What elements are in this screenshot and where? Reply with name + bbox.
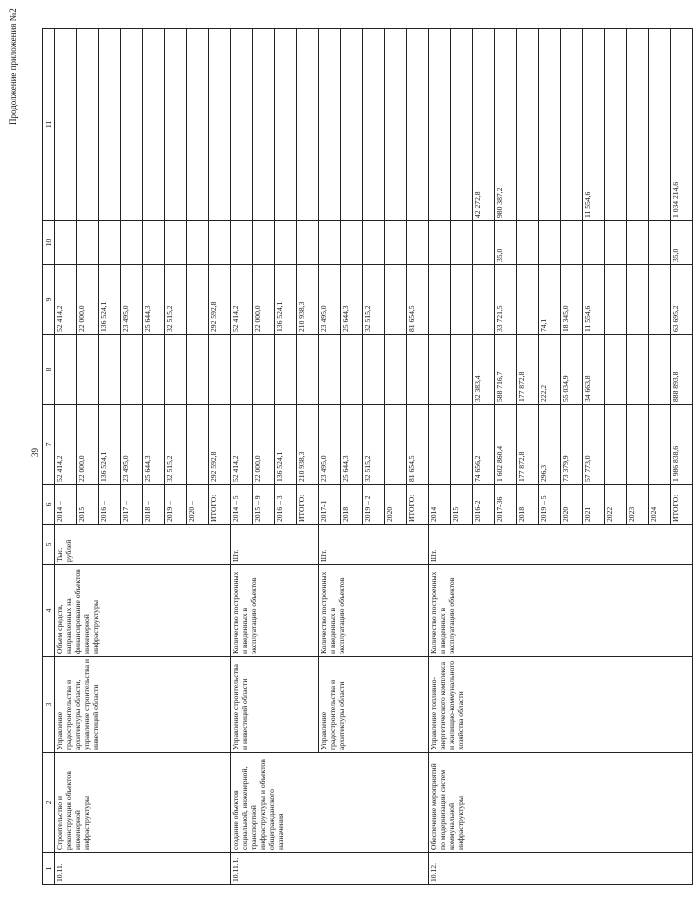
regional-budget-cell: 52 414,2: [55, 265, 77, 335]
other-sources-cell: [451, 29, 473, 221]
other-sources-cell: [539, 29, 561, 221]
federal-budget-cell: [605, 335, 627, 405]
regional-budget-cell: [187, 265, 209, 335]
total-amount-cell: 32 515,2: [363, 405, 385, 485]
federal-budget-cell: [429, 335, 451, 405]
year-cell: 2018: [517, 485, 539, 525]
total-amount-cell: 22 000,0: [253, 405, 275, 485]
federal-budget-cell: 177 872,8: [517, 335, 539, 405]
year-cell: 2020: [561, 485, 583, 525]
other-sources-cell: [55, 29, 77, 221]
year-cell: 2018: [341, 485, 363, 525]
regional-budget-cell: 25 644,3: [341, 265, 363, 335]
regional-budget-cell: 52 414,2: [231, 265, 253, 335]
program-measures-table: [42, 28, 693, 885]
federal-budget-cell: [297, 335, 319, 405]
total-amount-cell: [429, 405, 451, 485]
local-budget-cell: [385, 221, 407, 265]
measure-code-cell: 10.11.: [55, 853, 231, 885]
regional-budget-cell: 25 644,3: [143, 265, 165, 335]
indicator-cell: Объем средств, направленных на финансирование объектов инженерной инфраструктуры: [55, 565, 231, 657]
federal-budget-cell: [407, 335, 429, 405]
regional-budget-cell: 11 554,6: [583, 265, 605, 335]
measure-code-cell: 10.12.: [429, 853, 693, 885]
total-amount-cell: 210 938,3: [297, 405, 319, 485]
column-number: 1: [43, 853, 55, 885]
other-sources-cell: [319, 29, 341, 221]
federal-budget-cell: 34 663,8: [583, 335, 605, 405]
year-cell: 2014: [429, 485, 451, 525]
column-number: 7: [43, 405, 55, 485]
other-sources-cell: [385, 29, 407, 221]
total-amount-cell: [451, 405, 473, 485]
total-amount-cell: [187, 405, 209, 485]
regional-budget-cell: [385, 265, 407, 335]
other-sources-cell: [143, 29, 165, 221]
total-amount-cell: 74 656,2: [473, 405, 495, 485]
executor-cell: Управление градостроительства и архитектуры области, управление строительства и инвестиций области: [55, 657, 231, 753]
local-budget-cell: [429, 221, 451, 265]
other-sources-cell: [121, 29, 143, 221]
other-sources-cell: [407, 29, 429, 221]
regional-budget-cell: [451, 265, 473, 335]
regional-budget-cell: 32 515,2: [165, 265, 187, 335]
federal-budget-cell: [385, 335, 407, 405]
local-budget-cell: [121, 221, 143, 265]
federal-budget-cell: [165, 335, 187, 405]
other-sources-cell: 980 387,2: [495, 29, 517, 221]
federal-budget-cell: [187, 335, 209, 405]
year-cell: 2018 –: [143, 485, 165, 525]
other-sources-cell: [363, 29, 385, 221]
local-budget-cell: [143, 221, 165, 265]
federal-budget-cell: [319, 335, 341, 405]
local-budget-cell: [187, 221, 209, 265]
federal-budget-cell: [77, 335, 99, 405]
local-budget-cell: [627, 221, 649, 265]
local-budget-cell: [275, 221, 297, 265]
column-number: 9: [43, 265, 55, 335]
other-sources-cell: [209, 29, 231, 221]
federal-budget-cell: [341, 335, 363, 405]
federal-budget-cell: [209, 335, 231, 405]
local-budget-cell: 35,0: [495, 221, 517, 265]
regional-budget-cell: 33 721,5: [495, 265, 517, 335]
executor-cell: Управление топливно-энергетического комплекса и жилищно-коммунального хозяйства области: [429, 657, 693, 753]
total-amount-cell: [385, 405, 407, 485]
year-cell: 2019 – 2: [363, 485, 385, 525]
other-sources-cell: [561, 29, 583, 221]
local-budget-cell: [99, 221, 121, 265]
year-cell: 2022: [605, 485, 627, 525]
federal-budget-cell: 55 034,9: [561, 335, 583, 405]
other-sources-cell: [165, 29, 187, 221]
other-sources-cell: [231, 29, 253, 221]
local-budget-cell: [165, 221, 187, 265]
year-cell: 2024: [649, 485, 671, 525]
year-cell: 2014 –: [55, 485, 77, 525]
federal-budget-cell: [231, 335, 253, 405]
unit-cell: Шт.: [429, 525, 693, 565]
local-budget-cell: [561, 221, 583, 265]
executor-cell: Управление градостроительства и архитектуры области: [319, 657, 429, 753]
total-amount-cell: [605, 405, 627, 485]
total-amount-cell: 296,3: [539, 405, 561, 485]
column-number: 5: [43, 525, 55, 565]
year-cell: 2023: [627, 485, 649, 525]
column-number: 11: [43, 29, 55, 221]
other-sources-cell: [429, 29, 451, 221]
regional-budget-cell: 81 654,5: [407, 265, 429, 335]
other-sources-cell: [341, 29, 363, 221]
total-amount-cell: 23 495,0: [319, 405, 341, 485]
year-cell: 2019 – 5: [539, 485, 561, 525]
measure-name-cell: создание объектов социальной, инженерной, транспортной инфраструктуры и объектов общегражданского назначения: [231, 753, 429, 853]
total-amount-cell: [627, 405, 649, 485]
federal-budget-cell: [55, 335, 77, 405]
other-sources-cell: [99, 29, 121, 221]
year-cell: 2017 –: [121, 485, 143, 525]
local-budget-cell: [407, 221, 429, 265]
appendix-caption: Продолжение приложения №2: [8, 8, 18, 125]
column-number-row: [43, 29, 55, 885]
table-row: [231, 29, 253, 885]
indicator-cell: Количество построенных и введенных в эксплуатацию объектов: [429, 565, 693, 657]
total-amount-cell: 25 644,3: [143, 405, 165, 485]
year-cell: 2015 – 9: [253, 485, 275, 525]
regional-budget-cell: [473, 265, 495, 335]
year-cell: 2017-1: [319, 485, 341, 525]
federal-budget-cell: [253, 335, 275, 405]
other-sources-cell: [297, 29, 319, 221]
regional-budget-cell: 63 695,2: [671, 265, 693, 335]
regional-budget-cell: 74,1: [539, 265, 561, 335]
year-cell: 2021: [583, 485, 605, 525]
local-budget-cell: [231, 221, 253, 265]
regional-budget-cell: 210 938,3: [297, 265, 319, 335]
year-cell: 2016 –: [99, 485, 121, 525]
other-sources-cell: [253, 29, 275, 221]
federal-budget-cell: [363, 335, 385, 405]
measure-name-cell: Обеспечение мероприятий по модернизации систем коммунальной инфраструктуры: [429, 753, 693, 853]
other-sources-cell: [605, 29, 627, 221]
federal-budget-cell: [275, 335, 297, 405]
regional-budget-cell: 23 495,0: [319, 265, 341, 335]
local-budget-cell: [473, 221, 495, 265]
year-cell: 2020 –: [187, 485, 209, 525]
unit-cell: Шт.: [231, 525, 319, 565]
total-amount-cell: 52 414,2: [55, 405, 77, 485]
regional-budget-cell: 32 515,2: [363, 265, 385, 335]
year-cell: 2020: [385, 485, 407, 525]
local-budget-cell: [649, 221, 671, 265]
other-sources-cell: [649, 29, 671, 221]
total-amount-cell: 32 515,2: [165, 405, 187, 485]
other-sources-cell: 1 034 214,6: [671, 29, 693, 221]
column-number: 3: [43, 657, 55, 753]
regional-budget-cell: [605, 265, 627, 335]
total-amount-cell: 52 414,2: [231, 405, 253, 485]
other-sources-cell: [517, 29, 539, 221]
local-budget-cell: [209, 221, 231, 265]
total-amount-cell: 22 000,0: [77, 405, 99, 485]
regional-budget-cell: [517, 265, 539, 335]
federal-budget-cell: [99, 335, 121, 405]
local-budget-cell: [297, 221, 319, 265]
local-budget-cell: [55, 221, 77, 265]
year-cell: ИТОГО:: [407, 485, 429, 525]
regional-budget-cell: 136 524,1: [275, 265, 297, 335]
column-number: 8: [43, 335, 55, 405]
federal-budget-cell: 588 716,7: [495, 335, 517, 405]
total-amount-cell: 177 872,8: [517, 405, 539, 485]
other-sources-cell: [77, 29, 99, 221]
federal-budget-cell: [627, 335, 649, 405]
regional-budget-cell: [627, 265, 649, 335]
regional-budget-cell: 18 345,0: [561, 265, 583, 335]
column-number: 6: [43, 485, 55, 525]
total-amount-cell: 73 379,9: [561, 405, 583, 485]
unit-cell: Тыс. рублей: [55, 525, 231, 565]
local-budget-cell: [363, 221, 385, 265]
federal-budget-cell: [451, 335, 473, 405]
local-budget-cell: [539, 221, 561, 265]
local-budget-cell: [583, 221, 605, 265]
year-cell: 2016 – 3: [275, 485, 297, 525]
year-cell: ИТОГО:: [297, 485, 319, 525]
total-amount-cell: 81 654,5: [407, 405, 429, 485]
local-budget-cell: [319, 221, 341, 265]
regional-budget-cell: 22 000,0: [77, 265, 99, 335]
federal-budget-cell: 222,2: [539, 335, 561, 405]
total-amount-cell: 136 524,1: [275, 405, 297, 485]
local-budget-cell: [253, 221, 275, 265]
total-amount-cell: 57 773,0: [583, 405, 605, 485]
year-cell: 2015: [77, 485, 99, 525]
table-row: [429, 29, 451, 885]
local-budget-cell: 35,0: [671, 221, 693, 265]
federal-budget-cell: [121, 335, 143, 405]
federal-budget-cell: [649, 335, 671, 405]
federal-budget-cell: 888 893,8: [671, 335, 693, 405]
year-cell: 2019 –: [165, 485, 187, 525]
regional-budget-cell: 292 592,8: [209, 265, 231, 335]
year-cell: 2017-36: [495, 485, 517, 525]
regional-budget-cell: [429, 265, 451, 335]
total-amount-cell: 136 524,1: [99, 405, 121, 485]
table-row: [55, 29, 77, 885]
local-budget-cell: [77, 221, 99, 265]
other-sources-cell: [627, 29, 649, 221]
local-budget-cell: [517, 221, 539, 265]
other-sources-cell: [187, 29, 209, 221]
year-cell: 2015: [451, 485, 473, 525]
other-sources-cell: [275, 29, 297, 221]
column-number: 4: [43, 565, 55, 657]
regional-budget-cell: 136 524,1: [99, 265, 121, 335]
regional-budget-cell: [649, 265, 671, 335]
year-cell: 2014 – 5: [231, 485, 253, 525]
year-cell: ИТОГО:: [209, 485, 231, 525]
indicator-cell: Количество построенных и введенных в эксплуатацию объектов: [319, 565, 429, 657]
other-sources-cell: 11 554,6: [583, 29, 605, 221]
column-number: 2: [43, 753, 55, 853]
regional-budget-cell: 23 495,0: [121, 265, 143, 335]
total-amount-cell: 1 986 838,6: [671, 405, 693, 485]
total-amount-cell: 25 644,3: [341, 405, 363, 485]
local-budget-cell: [341, 221, 363, 265]
unit-cell: Шт.: [319, 525, 429, 565]
federal-budget-cell: [143, 335, 165, 405]
local-budget-cell: [605, 221, 627, 265]
other-sources-cell: 42 272,8: [473, 29, 495, 221]
local-budget-cell: [451, 221, 473, 265]
regional-budget-cell: 22 000,0: [253, 265, 275, 335]
indicator-cell: Количество построенных и введенных в эксплуатацию объектов: [231, 565, 319, 657]
total-amount-cell: 1 602 860,4: [495, 405, 517, 485]
measure-name-cell: Строительство и реконструкция объектов инженерной инфраструктуры: [55, 753, 231, 853]
total-amount-cell: 23 495,0: [121, 405, 143, 485]
year-cell: 2016-2: [473, 485, 495, 525]
year-cell: ИТОГО:: [671, 485, 693, 525]
executor-cell: Управление строительства и инвестиций области: [231, 657, 319, 753]
total-amount-cell: 292 592,8: [209, 405, 231, 485]
total-amount-cell: [649, 405, 671, 485]
federal-budget-cell: 32 383,4: [473, 335, 495, 405]
measure-code-cell: 10.11.1.: [231, 853, 429, 885]
column-number: 10: [43, 221, 55, 265]
page-number: 39: [30, 448, 40, 457]
